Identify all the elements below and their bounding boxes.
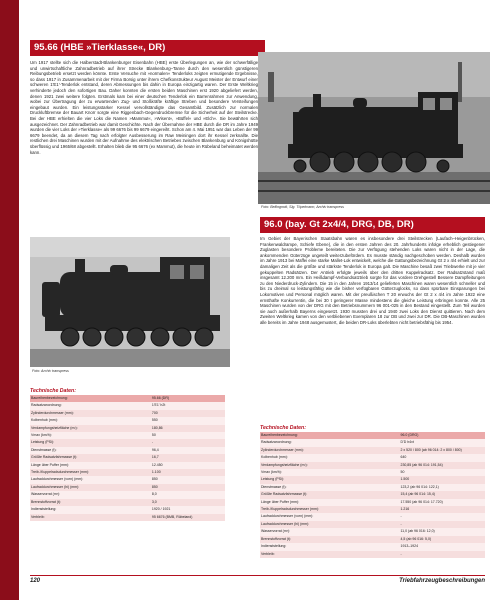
footer-title: Triebfahrzeugbeschreibungen xyxy=(399,578,485,584)
table-row: Länge über Puffer (mm): 17.550 (ab 96 014: 17.720) xyxy=(260,499,485,506)
section-text-96-0: Im Gebiet der Bayerischen Staatsbahn waren es insbesondere drei Steilstrecken (Laufach–Heigenbrücken, Frankenwaldrampe, Schiefe Ebene), die in den ersten Jahren des 20. Jahrhunderts infolge erheblich gestiegener Zuglasten besondere Probleme bereiteten. Die zur Verfügung stehenden Loks waren nicht in der Lage, die ankommenden Güterzüge ungeteilt weiterzubefördern. Es musste ständig nachgeschoben werden. Deshalb wurden im Jahre 1913 bei Maffei eine starke Mallet-Lok entwickelt, welche die Gattungsbezeichnung Gt 2 x 4/4 erhielt und zur damaligen Zeit als die größte und stärkste Tenderlok in Europa galt. Die Maschine besaß zwei Triebwerke mit je vier gekuppelten Radsätzen. Der Antrieb erfolgte jeweils über den dritten Kuppelradsatz. Der Radsatzstand maß insgesamt 12.200 mm. Ein Heißdampf-Verbundsatztrieb sorgte für das vordere Drehgestell Bessere Dampfleitungen zu den Niederdruck-Zylindern. Die 15 in den Jahren 1913/14 gelieferten Maschinen waren wesentlich schneller und bis zu dreimal so leistungsfähig wie die bisher verfügbaren Gütterzuglocks, so dass spürbare Einsparungen bei Lokomotiven und Personal möglich waren. Mit der preußischen T 20 erwuchs der Gt 2 x 4/4 im Jahre 1922 eine ernsthafte Konkurrentin, die bei 30 t geringerer Masse mindestens die gleiche Leistung erbringen konnte. Alle 25 Maschinen wurden von der DRG mit den Betriebsnummern 96 001-025 in den Bestand eingestellt. Zum Teil wurden sie auch außerhalb Bayerns eingesetzt. 1930 mussten drei und 1940 zwei Loks den Dienst quittieren. Nach dem Zweiten Weltkrieg kamen von den verbliebenen Exemplaren 18 zur DB und zwei zur DR. Die DB-Maschinen wurden alle bereits im Jahre 1948 ausgemustert, die beiden DR-Loks überlebten nicht betriebsfähig bis 1954. xyxy=(260,236,485,325)
table-row: Länge über Puffer (mm): 12.450 xyxy=(30,462,225,469)
footer-divider xyxy=(30,575,485,576)
table-row: Kolbenhub (mm): 640 xyxy=(260,454,485,461)
table-row: Größte Radsatzfahrmasse (t): 16,7 xyxy=(30,454,225,461)
table-row: Laufraddurchmesser (vorn) (mm): - xyxy=(260,513,485,520)
table-row: Treib-/Kuppelradsdurchmesser (mm): 1.100 xyxy=(30,469,225,476)
table-row: Radsatzanordnung: 1'E1' h2t xyxy=(30,402,225,409)
table-row: Zylinderdurchmesser (mm): 700 xyxy=(30,410,225,417)
table-row: Radsatzanordnung: D'D h4vt xyxy=(260,439,485,446)
table-row: Verbleib: 95 6676 (BMB, Rübeland) xyxy=(30,514,225,521)
table-row: Baureihenbezeichnung: 96.0 (DRG) xyxy=(260,432,485,439)
photo-caption-1: Foto: Bellingrodt, Slg. Töpelmann, Archiv transpress xyxy=(261,205,344,209)
table-row: Leistung (PSi): 1.500 xyxy=(260,476,485,483)
table-row: Dienstmasse (t): 96,4 xyxy=(30,447,225,454)
table-row: Indienststellung: 1920 / 1921 xyxy=(30,506,225,513)
tech-data-table-2 xyxy=(260,432,485,558)
page-number: 120 xyxy=(30,578,41,584)
table-row: Dienstmasse (t): 123,2 (ab 96 014: 122,1) xyxy=(260,484,485,491)
locomotive-photo-art xyxy=(258,52,490,204)
locomotive-photo-95-66 xyxy=(258,52,490,204)
table-row: Größte Radsatzfahrmasse (t): 15,4 (ab 96 014: 15,4) xyxy=(260,491,485,498)
locomotive-photo-96-0 xyxy=(30,237,230,367)
table-row: Vmax (km/h): 50 xyxy=(30,432,225,439)
table-row: Vmax (km/h): 50 xyxy=(260,469,485,476)
tech-data-title-2: Technische Daten: xyxy=(260,425,306,431)
page-edge-bar xyxy=(0,0,19,600)
section-title-95-66: 95.66 (HBE »Tierklasse«, DR) xyxy=(30,40,265,56)
table-row: Verdampfungsheizfläche (m²): 180,86 xyxy=(30,425,225,432)
table-row: Brennstoffvorrat (t): 4,5 (ab 96 016: 5,0) xyxy=(260,536,485,543)
table-row: Brennstoffvorrat (t): 3,0 xyxy=(30,499,225,506)
table-row: Verdampfungsheizfläche (m²): 230,85 (ab 96 014: 191,54) xyxy=(260,462,485,469)
table-row: Verbleib: - xyxy=(260,551,485,558)
table-row: Laufraddurchmesser (hi) (mm): - xyxy=(260,521,485,528)
table-row: Treib-/Kuppelradsdurchmesser (mm): 1.216 xyxy=(260,506,485,513)
table-row: Kolbenhub (mm): 550 xyxy=(30,417,225,424)
tech-data-table-1 xyxy=(30,395,225,521)
locomotive-photo-art-2 xyxy=(30,237,230,367)
table-row: Laufraddurchmesser (hi) (mm): 850 xyxy=(30,484,225,491)
table-row: Leistung (PSi): - xyxy=(30,439,225,446)
table-row: Indienststellung: 1913–1924 xyxy=(260,543,485,550)
section-title-96-0: 96.0 (bay. Gt 2x4/4, DRG, DB, DR) xyxy=(260,217,485,233)
photo-caption-2: Foto: Archiv transpress xyxy=(32,369,69,373)
table-row: Wasservorrat (m³): 8,0 xyxy=(30,491,225,498)
table-row: Laufraddurchmesser (vorn) (mm): 850 xyxy=(30,476,225,483)
table-row: Zylinderdurchmesser (mm): 2 x 520 / 800 (ab 96 014: 2 x 800 / 800) xyxy=(260,447,485,454)
table-row: Wasservorrat (m³): 11,0 (ab 96 016: 12,0) xyxy=(260,528,485,535)
table-row: Baureihenbezeichnung: 95.66 (DR) xyxy=(30,395,225,402)
section-text-95-66: Um 1917 stellte sich die Halberstadt-Blankenburger Eisenbahn (HBE) erste Überlegungen an, wie der schwerfällige und unwirtschaftliche Zahnradbetrieb auf ihrer Strecke Blankenburg–Tanne durch den wesentlich günstigeren Reibungsbetrieb ersetzt werden könnte. Erste Versuche mit »normalen« Tenderloks zeigten ermutigende Ergebnisse, so dass 1917 in Zusammenarbeit mit der Firma Borsig unter ihrem Chefkonstrukteur August Meister der Entwurf einer schweren 1'E1'-Tenderlok entstand, deren Abmessungen bis dahin in Europa einzigartig waren. Der Erste Weltkrieg verhinderte jedoch den sofortigen Bau. Daher konnten die ersten beiden Maschinen erst 1920 abgeliefert werden, denen 1921 zwei weitere folgten. Erstmals kam bei einer deutschen Tenderlok ein Barrenrahmen zur Anwendung, wobei zur Übertragung der zu erwartenden Zug- und Stoßkräfte kräftige Streben und besondere Versteifungen eingebaut wurden. Ein leistungsstarker Kessel vervollständigte das Gesamtbild. Zusätzlich zur normalen Druckluftbremse der Bauart Knorr sorgte eine Riggenbach-Gegendruckbremse für die Sicherheit auf der Steilstrecke. Bei der HBE erhielten die vier Loks die Namen »Mammut«, »Wisent«, »Büffel« und »Elch«. Sie bewährten sich ausgezeichnet. Der Zahnradbetrieb war damit Geschichte. Nach der Übernahme der HBE durch die DR im Jahre 1949 wurden die vier Loks der »Tierklasse« als 99 6676 bis 99 6679 eingereiht. Schon am 4. Mai 1951 war das Leben der 99 6679 beendet, da an diesem Tag nach erfolgter Ausbesserung im Raw Meiningen dort ihr Kessel zerknallte. Die restlichen drei Maschinen wurden mit der Aufnahme des elektrischen Betriebes zwischen Blankenburg und Königshütte überflüssig und 1965/68 abgestellt. Erhalten blieb die 95 6676 (ex Mammut), die heute im Rübeland beheimatet werden kann. xyxy=(30,60,258,155)
tech-data-title-1: Technische Daten: xyxy=(30,388,76,394)
